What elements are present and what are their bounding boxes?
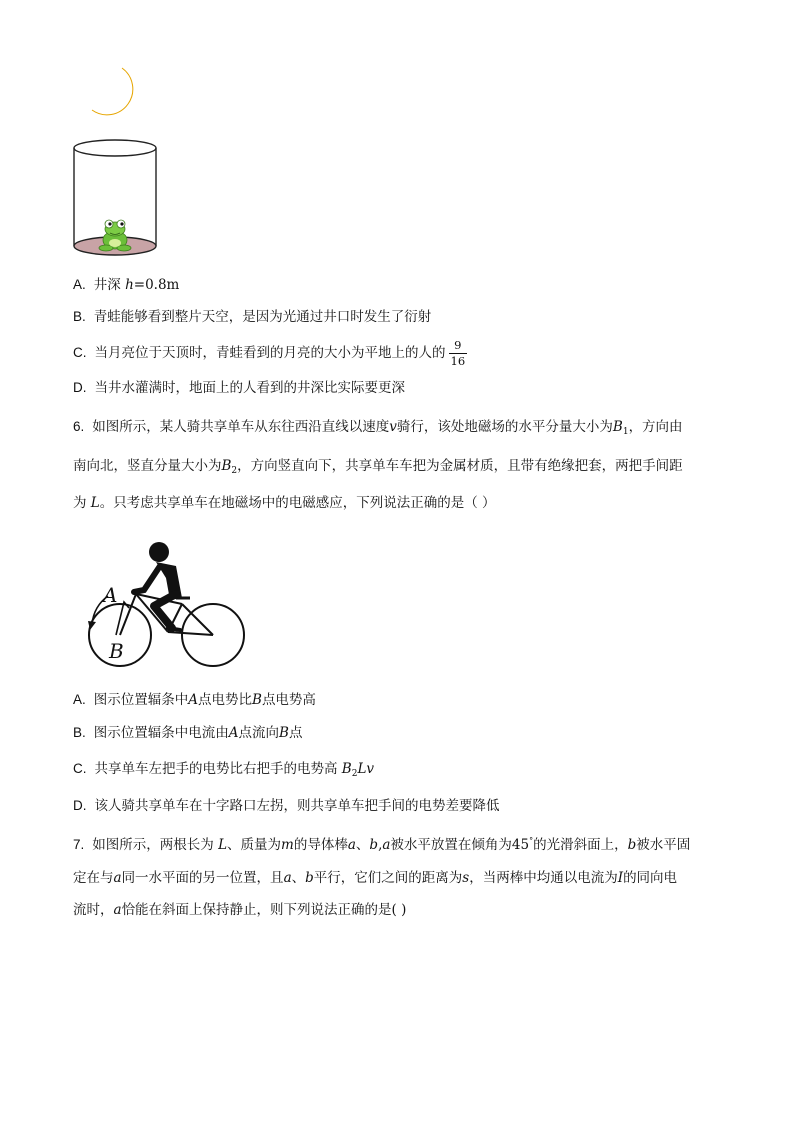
moon-icon: [92, 68, 133, 115]
q6-stem-line1: 6. 如图所示，某人骑共享单车从东往西沿直线以速度v骑行，该处地磁场的水平分量大小为$B_1$，方向由: [73, 419, 683, 437]
q6-option-a[interactable]: A. 图示位置辐条中A点电势比B点电势高: [73, 692, 316, 708]
fraction: $\frac{9}{16}$: [450, 338, 466, 368]
q5-option-b[interactable]: B. 青蛙能够看到整片天空，是因为光通过井口时发生了衍射: [73, 309, 432, 325]
frog-icon: [99, 220, 131, 251]
q6-option-c[interactable]: C. 共享单车左把手的电势比右把手的电势高 $B_2Lv$: [73, 761, 375, 779]
q6-stem-line2: 南向北，竖直分量大小为$B_2$，方向竖直向下，共享单车车把为金属材质，且带有绝缘把套，两把手间距: [73, 458, 683, 476]
label-a: A: [103, 583, 118, 607]
cyclist-figure: [76, 520, 256, 670]
label-b: B: [109, 639, 124, 663]
q6-option-b[interactable]: B. 图示位置辐条中电流由A点流向B点: [73, 725, 303, 741]
q5-option-a[interactable]: A. 井深 h=0.8m: [73, 277, 180, 293]
q7-stem-line3: 流时，a恰能在斜面上保持静止，则下列说法正确的是( ): [73, 902, 407, 918]
q6-stem-line3: 为 L。只考虑共享单车在地磁场中的电磁感应，下列说法正确的是（ ）: [73, 495, 496, 511]
q7-stem-line1: 7. 如图所示，两根长为 L、质量为m的导体棒a、b,a被水平放置在倾角为45°的光滑斜面上，b被水平固: [73, 836, 691, 853]
q5-option-c[interactable]: C. 当月亮位于天顶时，青蛙看到的月亮的大小为平地上的人的 $\frac{9}{16}$: [73, 338, 466, 368]
well-frog-figure: [60, 58, 170, 268]
q6-option-d[interactable]: D. 该人骑共享单车在十字路口左拐，则共享单车把手间的电势差要降低: [73, 798, 500, 814]
q5-option-d[interactable]: D. 当井水灌满时，地面上的人看到的井深比实际要更深: [73, 380, 405, 396]
q7-stem-line2: 定在与a同一水平面的另一位置，且a、b平行，它们之间的距离为s，当两棒中均通以电流为I的同向电: [73, 870, 678, 886]
